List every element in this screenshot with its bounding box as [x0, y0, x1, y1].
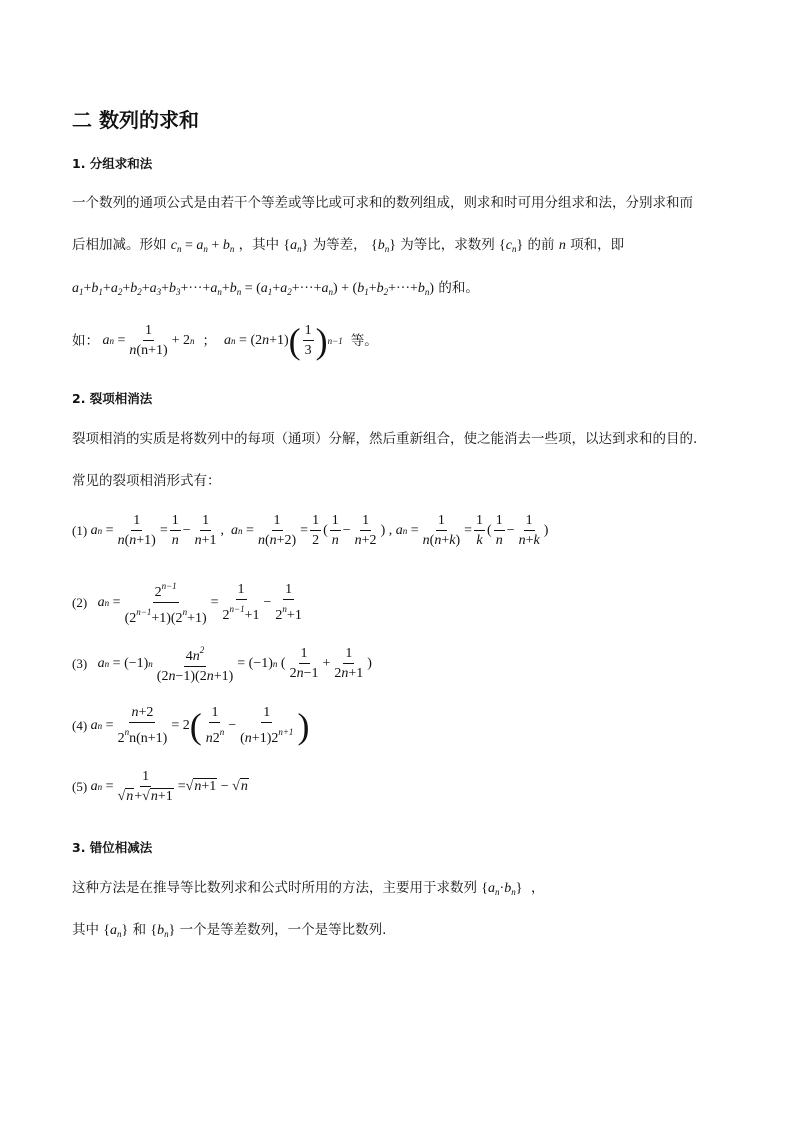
- text-segment: ，其中: [238, 237, 280, 253]
- formula-example-1: a n = 1 n(n+1) + 2 n: [102, 323, 195, 358]
- section-heading-telescoping: 2. 裂项相消法: [72, 391, 153, 406]
- text-segment: 项和，即: [570, 237, 625, 253]
- section-heading-grouping: 1. 分组求和法: [72, 156, 153, 171]
- text-segment: 其中: [72, 922, 99, 938]
- formula-bn-set: $\{b_n\}$: [370, 238, 396, 254]
- formula-an-set: $\{a_n\}$: [103, 923, 129, 939]
- formula-telescoping-1: (1) a n = 1 n(n+1) = 1 n − 1 n+1 , a n = 1 n(n+2) = 1 2 ( 1 n − 1 n+2 ) , a n = 1 n(n+k) = 1 k ( 1 n − 1 n+k ): [72, 513, 549, 548]
- formula-telescoping-4: (4) a n = n+2 $2^nn(n+1)$ = 2 ( 1 n2$^n$ − 1 $(n+1)2^{n+1}$ ): [72, 705, 310, 746]
- paragraph-grouping-line2: [72, 234, 624, 260]
- formula-label: (4): [72, 717, 88, 733]
- formula-bn-set: $\{b_n\}$: [150, 923, 176, 939]
- text-segment: 的前: [527, 237, 555, 253]
- paragraph-telescoping-line2: 常见的裂项相消形式有：: [72, 473, 221, 489]
- formula-example-2: a n = (2 n +1) ( 1 3 ) n−1: [224, 320, 343, 361]
- formula-label: (3): [72, 655, 88, 671]
- formula-cn: $c_n = a_n + b_n$: [170, 238, 235, 254]
- text-segment: 等。: [350, 332, 378, 349]
- text-segment: 一个是等差数列，一个是等比数列.: [179, 922, 387, 938]
- formula-label: (5): [72, 778, 88, 794]
- formula-cn-set: $\{c_n\}$: [499, 238, 524, 254]
- text-segment: 这种方法是在推导等比数列求和公式时所用的方法，主要用于求数列: [72, 880, 477, 896]
- paragraph-grouping-line1: 一个数列的通项公式是由若干个等差或等比或可求和的数列组成，则求和时可用分组求和法，分别求和而: [72, 195, 693, 211]
- formula-an-set: $\{a_n\}$: [283, 238, 309, 254]
- paragraph-shift-line2: [72, 919, 386, 945]
- formula-n: n: [558, 238, 566, 253]
- paragraph-grouping-example: [72, 322, 378, 359]
- formula-an-bn-product: $\{a_n\cdot b_n\}$: [481, 881, 523, 897]
- paragraph-telescoping-line1: 裂项相消的实质是将数列中的每项（通项）分解，然后重新组合，使之能消去一些项，以达到求和的目的.: [72, 431, 698, 447]
- formula-telescoping-3: (3) a n = (−1) n $4n^2$ (2n−1)(2n+1) = (−1) n ( 1 2n−1 + 1 2n+1 ): [72, 642, 372, 685]
- section-heading-shift-subtract: 3. 错位相减法: [72, 840, 153, 855]
- paragraph-shift-line1: 这种方法是在推导等比数列求和公式时所用的方法，主要用于求数列 $\{a_n\cdot b_n\}$ ，: [72, 880, 545, 897]
- paragraph-grouping-line3: [72, 277, 479, 303]
- text-segment: 的和。: [438, 280, 479, 296]
- text-segment: 如：: [72, 332, 99, 349]
- text-segment: ；: [202, 332, 217, 349]
- formula-telescoping-2: (2) a n = $2^{n-1}$ $(2^{n-1}+1)(2^n+1)$ = 1 $2^{n-1}+1$ − 1 $2^n+1$: [72, 578, 306, 627]
- formula-telescoping-5: (5) a n = 1 √n+√n+1 =√ n+1 − √ n: [72, 769, 248, 804]
- formula-label: (1): [72, 522, 88, 538]
- page-title: 二 数列的求和: [72, 108, 199, 132]
- text-segment: 为等比，求数列: [400, 237, 495, 253]
- text-segment: 和: [132, 922, 147, 938]
- text-segment: 后相加减。形如: [72, 237, 167, 253]
- formula-group-sum: $a_1+b_1+a_2+b_2+a_3+b_3+\cdot\cdot\cdot+a_n+b_n = (a_1+a_2+\cdot\cdot\cdot+a_n) + (b_1+b_2+\cdot\cdot\cdot+b_n)$: [72, 281, 435, 297]
- formula-label: (2): [72, 594, 88, 610]
- text-segment: 为等差，: [312, 237, 367, 253]
